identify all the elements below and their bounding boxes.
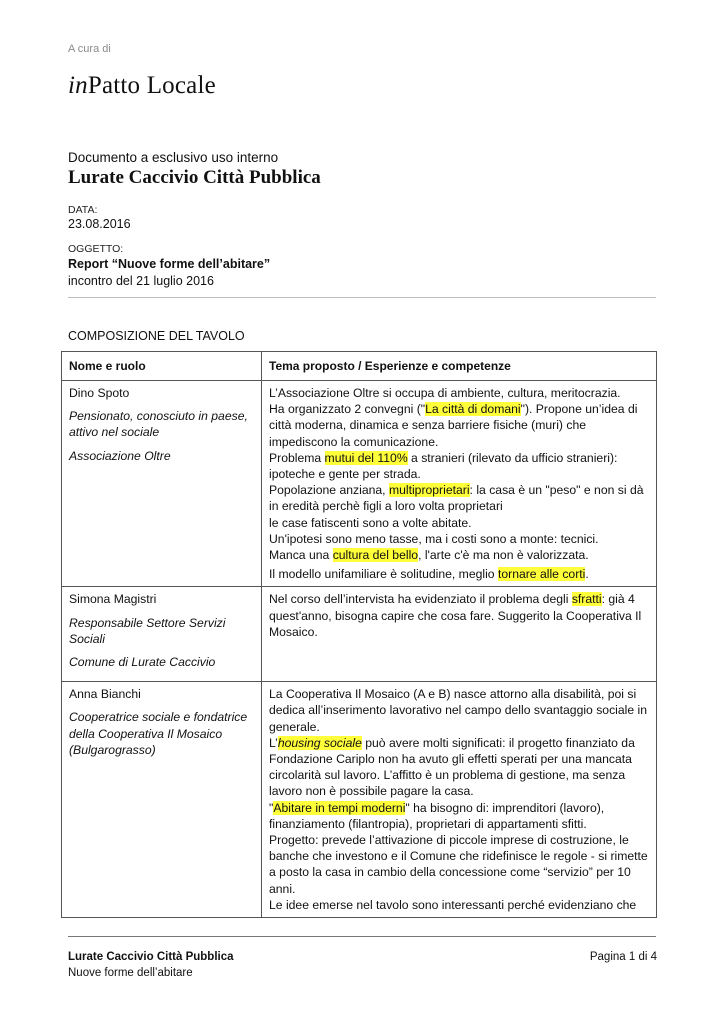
topic-line: L’Associazione Oltre si occupa di ambiente, cultura, meritocrazia. — [269, 386, 621, 400]
highlight: cultura del bello — [332, 548, 419, 563]
topic-line: le case fatiscenti sono a volte abitate. — [269, 515, 472, 530]
header-name-role: Nome e ruolo — [62, 352, 262, 381]
person-role: Pensionato, conosciuto in paese, attivo nel sociale — [69, 409, 248, 440]
brand-logo — [68, 72, 216, 100]
composition-table — [61, 351, 657, 918]
table-row — [62, 381, 657, 587]
subject-label: OGGETTO: — [68, 243, 124, 255]
table-header-row — [62, 352, 657, 381]
topic-line: "Abitare in tempi moderni" ha bisogno di: imprenditori (lavoro), finanziamento (filantropia), proprietari di appartamenti sfitti. — [269, 800, 605, 831]
topic-line: Progetto: prevede l’attivazione di piccole imprese di costruzione, le banche che investono e il Comune che ridefinisce le regole - si rimette a posto la casa in cambio della concessione come “servizio” per 10 anni. — [269, 833, 648, 896]
highlight: multiproprietari — [388, 483, 470, 498]
person-name: Dino Spoto — [69, 386, 130, 400]
cell-person — [62, 587, 262, 682]
header-topic: Tema proposto / Esperienze e competenze — [262, 352, 657, 381]
person-org: Associazione Oltre — [69, 448, 171, 463]
cell-topic — [262, 682, 657, 918]
brand-italic: in — [68, 72, 88, 99]
topic-line: Un'ipotesi sono meno tasse, ma i costi sono a monte: tecnici. — [269, 531, 599, 546]
subject-subtitle: incontro del 21 luglio 2016 — [68, 274, 214, 288]
curated-by-label: A cura di — [68, 43, 111, 55]
topic-line: Manca una cultura del bello, l'arte c'è ma non è valorizzata. — [269, 548, 589, 563]
topic-line: Nel corso dell’intervista ha evidenziato il problema degli sfratti: già 4 quest'anno, bisogna capire che cosa fare. Suggerito la Cooperativa Il Mosaico. — [269, 592, 642, 639]
cell-topic — [262, 587, 657, 682]
date-value: 23.08.2016 — [68, 217, 131, 231]
highlight: Abitare in tempi moderni — [273, 800, 406, 815]
brand-name: Patto Locale — [87, 72, 216, 99]
topic-text — [269, 686, 650, 913]
highlight: tornare alle corti — [497, 567, 586, 582]
highlight: La città di domani — [425, 402, 521, 417]
footer-title: Lurate Caccivio Città Pubblica — [68, 951, 234, 963]
page-number: Pagina 1 di 4 — [589, 951, 657, 963]
person-role: Responsabile Settore Servizi Sociali — [69, 615, 226, 646]
person-role: Cooperatrice sociale e fondatrice della Cooperativa Il Mosaico (Bulgarograsso) — [69, 710, 248, 757]
footer-subtitle: Nuove forme dell’abitare — [68, 967, 193, 979]
section-title: COMPOSIZIONE DEL TAVOLO — [68, 329, 245, 343]
topic-line: La Cooperativa Il Mosaico (A e B) nasce attorno alla disabilità, poi si dedica all’inserimento lavorativo nel campo dello svantaggio sociale in generale. — [269, 687, 648, 734]
topic-line: Il modello unifamiliare è solitudine, meglio tornare alle corti. — [269, 567, 589, 582]
topic-text — [269, 385, 650, 582]
header-divider — [68, 297, 656, 298]
highlight: sfratti — [571, 592, 602, 607]
person-org: Comune di Lurate Caccivio — [69, 655, 216, 670]
person-name: Simona Magistri — [69, 592, 157, 607]
highlight: mutui del 110% — [324, 450, 408, 465]
highlight: housing sociale — [277, 735, 362, 750]
topic-line: L’housing sociale può avere molti significati: il progetto finanziato da Fondazione Cariplo non ha avuto gli effetti sperati per una mancata circolarità sul lavoro. L’affitto è un problema di gestione, ma senza lavoro non è possibile pagare la casa. — [269, 735, 635, 799]
date-label: DATA: — [68, 204, 98, 216]
topic-line: Popolazione anziana, multiproprietari: la casa è un "peso" e non si dà in eredità perchè figli a loro volta proprietari — [269, 483, 644, 514]
cell-person — [62, 682, 262, 918]
footer-divider — [68, 936, 656, 937]
table-row — [62, 587, 657, 682]
subject-value: Report “Nuove forme dell’abitare” — [68, 257, 271, 271]
person-name: Anna Bianchi — [69, 687, 141, 702]
cell-person — [62, 381, 262, 587]
topic-text — [269, 591, 650, 640]
document-title: Lurate Caccivio Città Pubblica — [68, 167, 321, 188]
topic-line: Le idee emerse nel tavolo sono interessanti perché evidenziano che — [269, 897, 637, 912]
cell-topic — [262, 381, 657, 587]
topic-line: Ha organizzato 2 convegni ("La città di domani"). Propone un’idea di città moderna, dinamica e senza barriere fisiche (muri) che impediscono la comunicazione. — [269, 402, 638, 449]
table-row — [62, 682, 657, 918]
document-internal-note: Documento a esclusivo uso interno — [68, 150, 279, 165]
topic-line: Problema mutui del 110% a stranieri (rilevato da ufficio stranieri): ipoteche e gente per strada. — [269, 450, 618, 482]
